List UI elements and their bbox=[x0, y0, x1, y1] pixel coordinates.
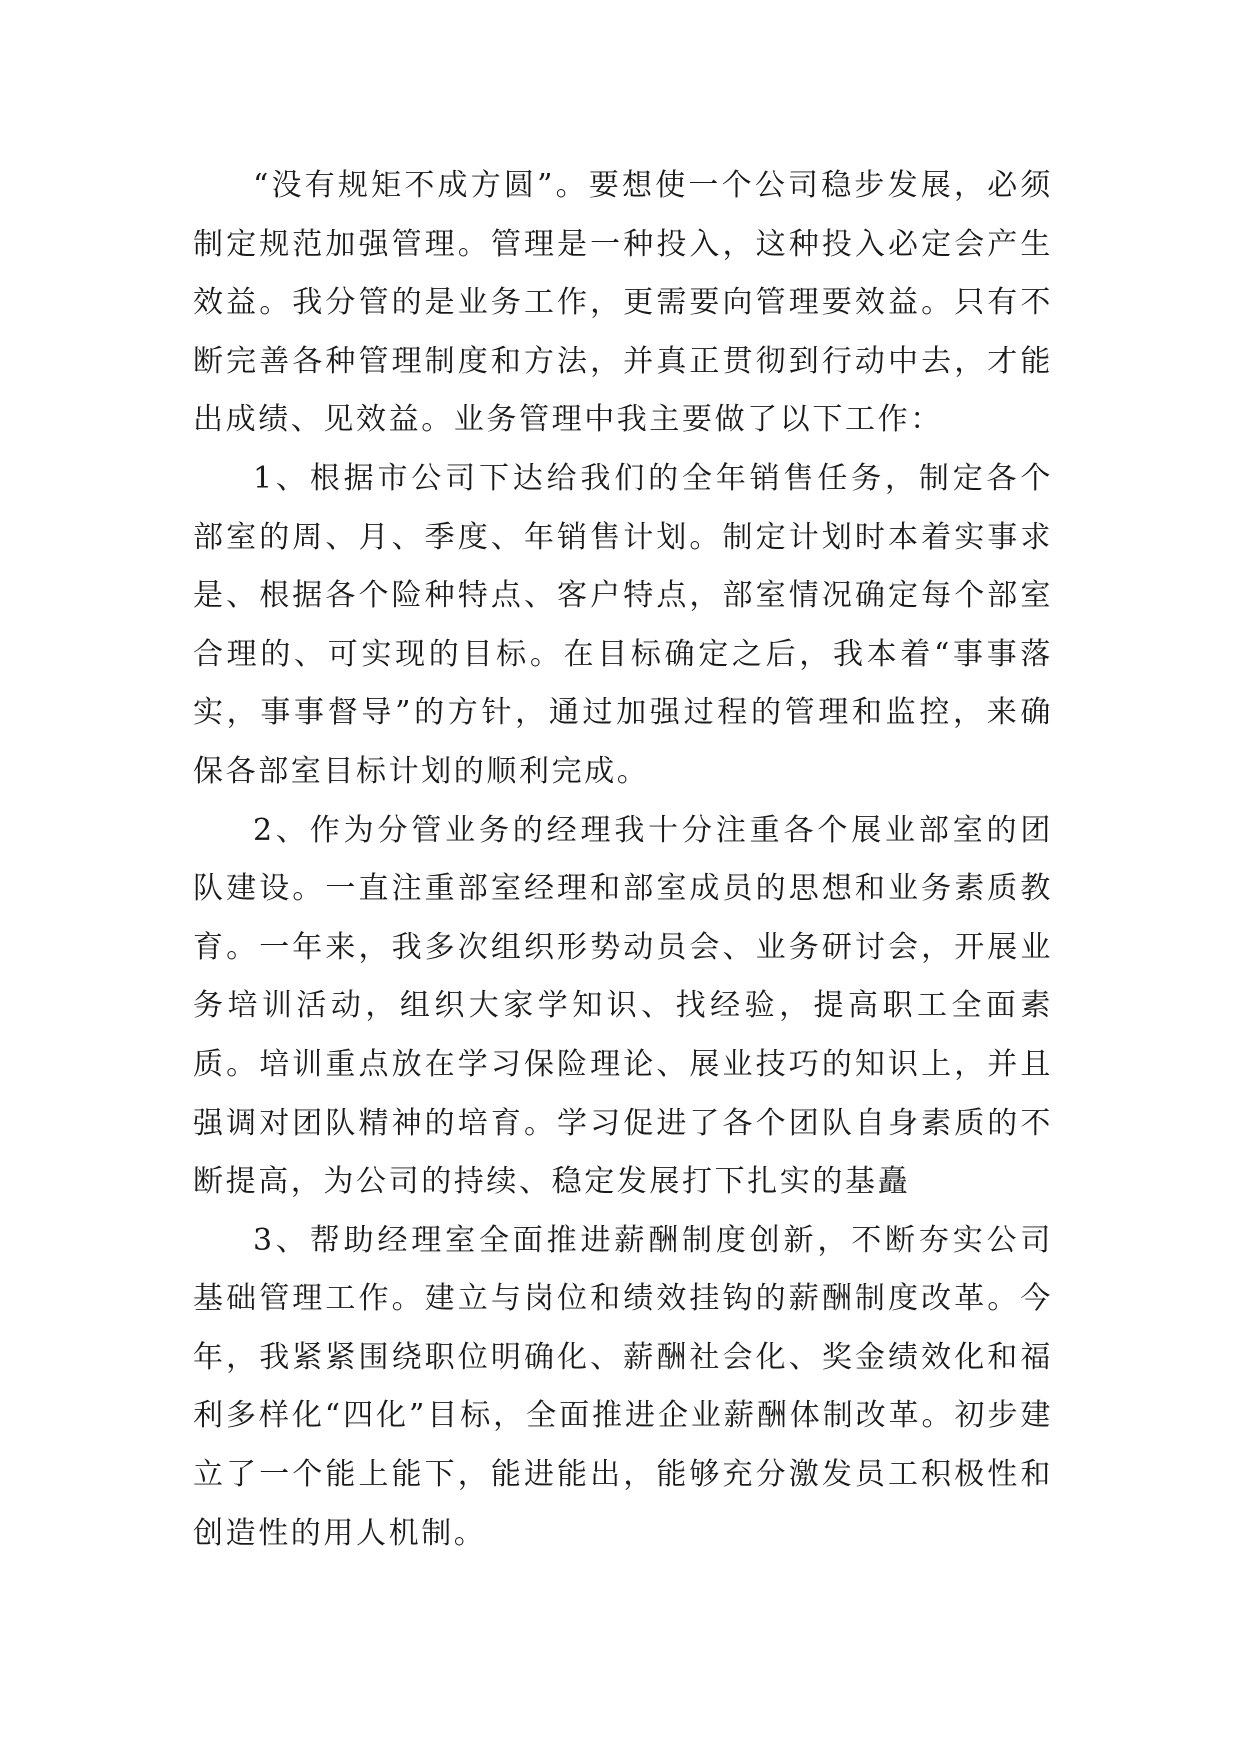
paragraph-item-2: 2、作为分管业务的经理我十分注重各个展业部室的团队建设。一直注重部室经理和部室成员的思想和业务素质教育。一年来，我多次组织形势动员会、业务研讨会，开展业务培训活动，组织大家学知识、找经验，提高职工全面素质。培训重点放在学习保险理论、展业技巧的知识上，并且强调对团队精神的培育。学习促进了各个团队自身素质的不断提高，为公司的持续、稳定发展打下扎实的基矗 bbox=[193, 812, 1053, 1200]
paragraph-intro: “没有规矩不成方圆”。要想使一个公司稳步发展，必须制定规范加强管理。管理是一种投入，这种投入必定会产生效益。我分管的是业务工作，更需要向管理要效益。只有不断完善各种管理制度和方法，并真正贯彻到行动中去，才能出成绩、见效益。业务管理中我主要做了以下工作： bbox=[193, 168, 1053, 438]
paragraph-item-1: 1、根据市公司下达给我们的全年销售任务，制定各个部室的周、月、季度、年销售计划。制定计划时本着实事求是、根据各个险种特点、客户特点，部室情况确定每个部室合理的、可实现的目标。在目标确定之后，我本着“事事落实，事事督导”的方针，通过加强过程的管理和监控，来确保各部室目标计划的顺利完成。 bbox=[193, 460, 1053, 789]
paragraph-item-3: 3、帮助经理室全面推进薪酬制度创新，不断夯实公司基础管理工作。建立与岗位和绩效挂钩的薪酬制度改革。今年，我紧紧围绕职位明确化、薪酬社会化、奖金绩效化和福利多样化“四化”目标，全面推进企业薪酬体制改革。初步建立了一个能上能下，能进能出，能够充分激发员工积极性和创造性的用人机制。 bbox=[193, 1222, 1053, 1551]
document-body bbox=[193, 157, 1053, 1563]
